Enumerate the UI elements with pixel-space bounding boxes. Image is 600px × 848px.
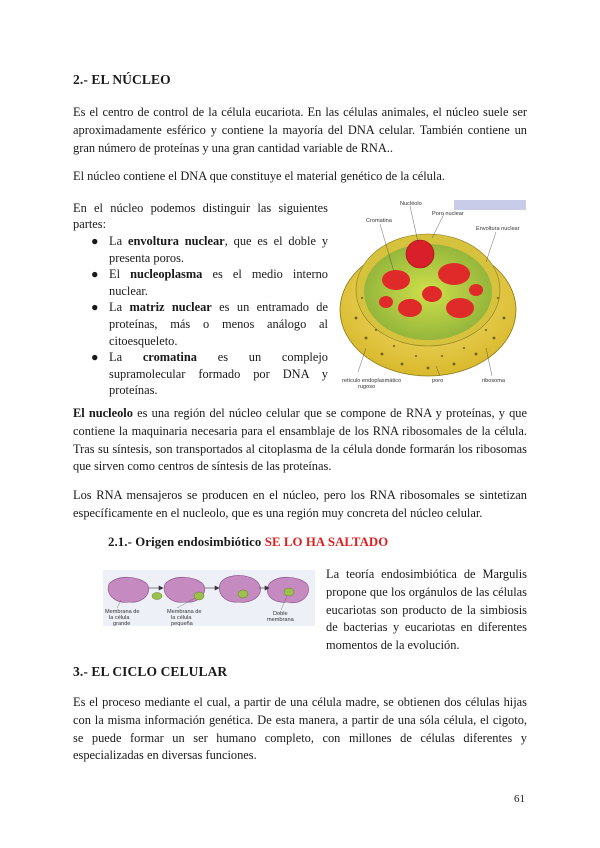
- label-reticulo: retículo endoplasmático: [342, 378, 402, 384]
- list-item-text: La: [109, 350, 143, 365]
- list-item: [73, 266, 328, 299]
- parts-list: [73, 233, 328, 399]
- label-membrana: membrana: [267, 617, 294, 623]
- list-item-text: es un complejo supramolecular formado por DNA y proteínas.: [109, 350, 328, 398]
- list-item-text: El: [109, 267, 131, 282]
- label-la-celula: la célula: [109, 615, 130, 621]
- endosymbiosis-text: La teoría endosimbiótica de Margulis propone que los orgánulos de las células eucariotas son producto de la simbiosis de bacterias y eucariotas en diferentes momentos de la evolución.: [326, 567, 527, 653]
- label-envoltura-nuclear: Envoltura nuclear: [476, 226, 520, 232]
- list-item-text: La: [109, 300, 130, 315]
- bullet-icon: ●: [91, 267, 99, 282]
- subsection-title: [108, 535, 388, 550]
- list-item-term: envoltura nuclear: [127, 234, 225, 248]
- term-nucleolo: El nucleolo: [73, 406, 133, 420]
- bullet-icon: ●: [91, 350, 99, 365]
- list-item: [73, 299, 328, 349]
- label-cromatina: Cromatina: [366, 218, 392, 224]
- section-title: 2.- EL NÚCLEO: [73, 72, 171, 87]
- list-item-text: La: [109, 234, 128, 248]
- label-pequena: pequeña: [171, 621, 193, 626]
- label-rugoso: rugoso: [358, 384, 376, 390]
- paragraph-text: es una región del núcleo celular que se compone de RNA y proteínas, y que contiene la maquinaria necesaria para el ensamblaje de los RNA ribosomales de la célula. Tras su síntesis, son transportados al citoplasma de la célula donde formarán los ribosomas que sirven como centros de síntesis de las proteínas.: [73, 406, 527, 474]
- nucleolus: [406, 240, 434, 268]
- list-item-term: cromatina: [142, 350, 197, 365]
- list-item-term: nucleoplasma: [130, 267, 203, 282]
- section-title: 3.- EL CICLO CELULAR: [73, 664, 228, 679]
- parts-intro: En el núcleo podemos distinguir las siguientes partes:: [73, 201, 328, 231]
- list-item-text: es el medio interno nuclear.: [109, 267, 328, 298]
- list-item-text: es un entramado de proteínas, más o menos análogo al citoesqueleto.: [109, 300, 328, 348]
- bullet-icon: ●: [91, 234, 99, 248]
- label-nucleolo: Nucléolo: [400, 201, 422, 207]
- list-item-text: , que es el doble y presenta poros.: [109, 234, 329, 265]
- paragraph-nucleolo: [73, 405, 527, 476]
- parts-block: [73, 200, 328, 399]
- list-item-term: matriz nuclear: [129, 300, 212, 315]
- label-la-celula-2: la célula: [171, 615, 192, 621]
- label-ribosoma: ribosoma: [482, 378, 506, 384]
- endosymbiosis-figure: [103, 570, 315, 626]
- paragraph: Los RNA mensajeros se producen en el núcleo, pero los RNA ribosomales se sintetizan específicamente en el nucleolo, que es una región muy concreta del núcleo celular.: [73, 488, 527, 520]
- paragraph: Es el proceso mediante el cual, a partir de una célula madre, se obtienen dos células hijas con la misma información genética. De esta manera, a partir de una sóla célula, el cigoto, se puede formar un ser humano completo, con millones de células diferentes y especializadas en diversas funciones.: [73, 695, 527, 763]
- skipped-note: SE LO HA SALTADO: [264, 535, 389, 549]
- bullet-icon: ●: [91, 300, 99, 315]
- page-number: 61: [514, 793, 525, 805]
- list-item: [73, 233, 328, 266]
- label-box: [454, 200, 526, 210]
- nucleus-figure: [336, 198, 528, 390]
- paragraph: Es el centro de control de la célula eucariota. En las células animales, el núcleo suele ser aproximadamente esférico y contiene la mayoría del DNA celular. También contiene un gran número de proteínas y una gran cantidad variable de RNA..: [73, 105, 527, 155]
- subsection-title-text: 2.1.- Origen endosimbiótico: [108, 535, 262, 549]
- label-membrana-pequena: Membrana de: [167, 609, 202, 615]
- paragraph: El núcleo contiene el DNA que constituye el material genético de la célula.: [73, 169, 445, 183]
- label-doble: Doble: [273, 611, 288, 617]
- list-item: [73, 349, 328, 399]
- label-membrana-grande: Membrana de: [105, 609, 140, 615]
- label-poro: poro: [432, 378, 444, 384]
- label-grande: grande: [113, 621, 131, 626]
- label-poro-nuclear: Poro nuclear: [432, 211, 464, 217]
